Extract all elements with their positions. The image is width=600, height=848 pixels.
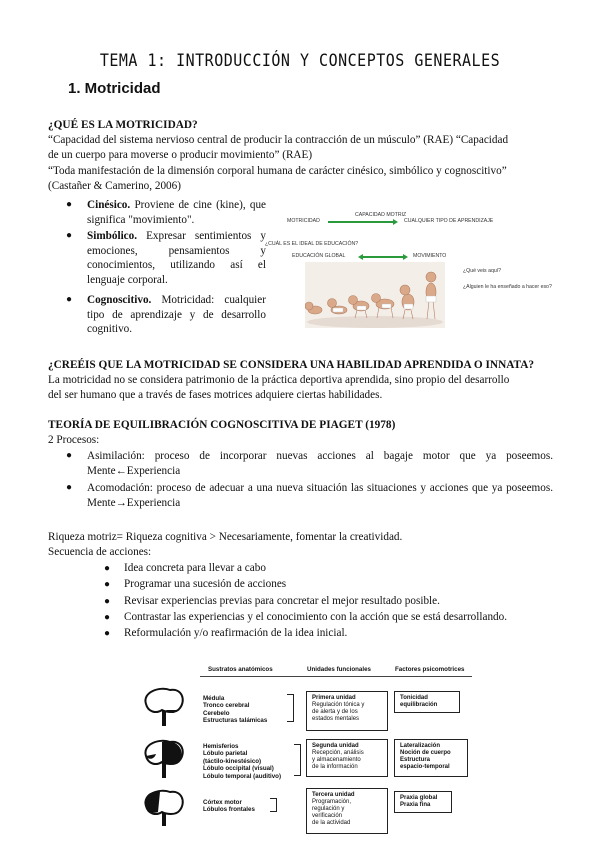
list-item: ● Simbólico. Expresar sentimientos y emociones, pensamientos y conocimientos, utilizando así el lenguaje corporal. [66,230,266,286]
bullet-icon: ● [66,199,73,210]
question-heading-innata: ¿CREÉIS QUE LA MOTRICIDAD SE CONSIDERA UNA HABILIDAD APRENDIDA O INNATA? [48,359,535,371]
arrow-line [328,221,393,223]
riqueza-line: Riqueza motriz= Riqueza cognitiva > Necesariamente, fomentar la creatividad. [48,531,403,543]
piaget-intro: 2 Procesos: [48,434,100,446]
bullet-icon: ● [66,450,73,461]
factor-box: Lateralización Noción de cuerpo Estructura espacio-temporal [394,739,468,777]
anatomy-list: Hemisferios Lóbulo parietal (táctilo-kinestésico) Lóbulo occipital (visual) Lóbulo temporal (auditivo) [203,743,282,780]
diagram-header: Unidades funcionales [307,666,371,673]
figure-side-question-2: ¿Alguien le ha enseñado a hacer eso? [463,284,552,290]
bullet-icon: ● [104,628,111,639]
question-heading-motricidad: ¿QUÉ ES LA MOTRICIDAD? [48,119,198,131]
text-line: “Capacidad del sistema nervioso central de producir la contracción de un músculo” (RAE) “Capacidad [48,134,509,146]
bullet-icon: ● [104,579,111,590]
list-item: ● Asimilación: proceso de incorporar nuevas acciones al bagaje motor que ya poseemos. Mente←Experiencia [66,450,553,477]
text-line: “Toda manifestación de la dimensión corporal humana de carácter cinésico, simbólico y cognoscitivo” [48,164,507,177]
list-item: ● Programar una sucesión de acciones [104,578,287,590]
brain-icon [140,738,188,782]
bullet-icon: ● [66,230,73,241]
figure-label-educacion: EDUCACIÓN GLOBAL [292,253,346,259]
unit-box: Tercera unidad Programación, regulación y verificación de la actividad [306,788,388,834]
list-item: ● Cognoscitivo. Motricidad: cualquier tipo de aprendizaje y de desarrollo cognitivo. [66,294,266,336]
diagram-header: Sustratos anatómicos [208,666,273,673]
diagram-header: Factores psicomotrices [395,666,465,673]
figure-label-capacidad: CAPACIDAD MOTRIZ [355,212,407,218]
factor-box: Praxia global Praxia fina [394,791,452,813]
anatomy-list: Córtex motor Lóbulos frontales [203,799,255,814]
list-item: ● Contrastar las experiencias y el conocimiento con la acción que se está desarrollando. [104,611,508,623]
text-line: (Castañer & Camerino, 2006) [48,179,181,192]
figure-label-movimiento: MOVIMIENTO [413,253,447,259]
factor-box: Tonicidad equilibración [394,691,460,713]
list-item: ● Revisar experiencias previas para concretar el mejor resultado posible. [104,595,440,607]
unit-box: Segunda unidad Recepción, análisis y almacenamiento de la información [306,739,388,777]
bullet-icon: ● [66,294,73,305]
answer-paragraph [48,373,553,404]
divider [200,676,472,677]
list-item: ● Reformulación y/o reafirmación de la idea inicial. [104,627,348,639]
baby-development-illustration [305,262,445,328]
piaget-heading: TEORÍA DE EQUILIBRACIÓN COGNOSCITIVA DE PIAGET (1978) [48,419,396,431]
text-line: del ser humano que a través de fases motrices adquiere ciertas habilidades. [48,389,383,402]
unit-box: Primera unidad Regulación tónica y de alerta y de los estados mentales [306,691,388,731]
bullet-icon: ● [104,596,111,607]
bullet-icon: ● [66,482,73,493]
bullet-icon: ● [104,563,111,574]
list-item: ● Idea concreta para llevar a cabo [104,562,266,574]
page-title: TEMA 1: INTRODUCCIÓN Y CONCEPTOS GENERALES [99,49,501,71]
text-line: de un cuerpo para moverse o producir movimiento” (RAE) [48,149,313,162]
brace [287,694,294,722]
list-item: ● Acomodación: proceso de adecuar a una nueva situación las situaciones y acciones que ya poseemos. Mente→Experiencia [66,482,553,509]
brain-icon [140,788,188,832]
section-title: 1. Motricidad [68,80,161,97]
arrow-left-icon [358,254,363,260]
text-line: La motricidad no se considera patrimonio de la práctica deportiva aprendida, sino propio del desarrollo [48,374,510,386]
figure-label-objetivo: CUALQUIER TIPO DE APRENDIZAJE [404,218,494,224]
arrow-right-icon [393,219,398,225]
brace [294,744,301,776]
figure-side-question-1: ¿Qué veis aquí? [463,268,502,274]
arrow-line [363,256,403,258]
brace [270,798,277,812]
definition-paragraph [48,133,553,194]
figure-label-motricidad: MOTRICIDAD [287,218,320,224]
list-item: ● Cinésico. Proviene de cine (kine), que significa "movimiento". [66,199,266,226]
secuencia-heading: Secuencia de acciones: [48,546,152,558]
anatomy-list: Médula Tronco cerebral Cerebelo Estructuras talámicas [203,695,268,725]
brain-icon [140,686,188,730]
bullet-icon: ● [104,612,111,623]
arrow-right-icon [403,254,408,260]
figure-question: ¿CUÁL ES EL IDEAL DE EDUCACIÓN? [265,241,359,247]
